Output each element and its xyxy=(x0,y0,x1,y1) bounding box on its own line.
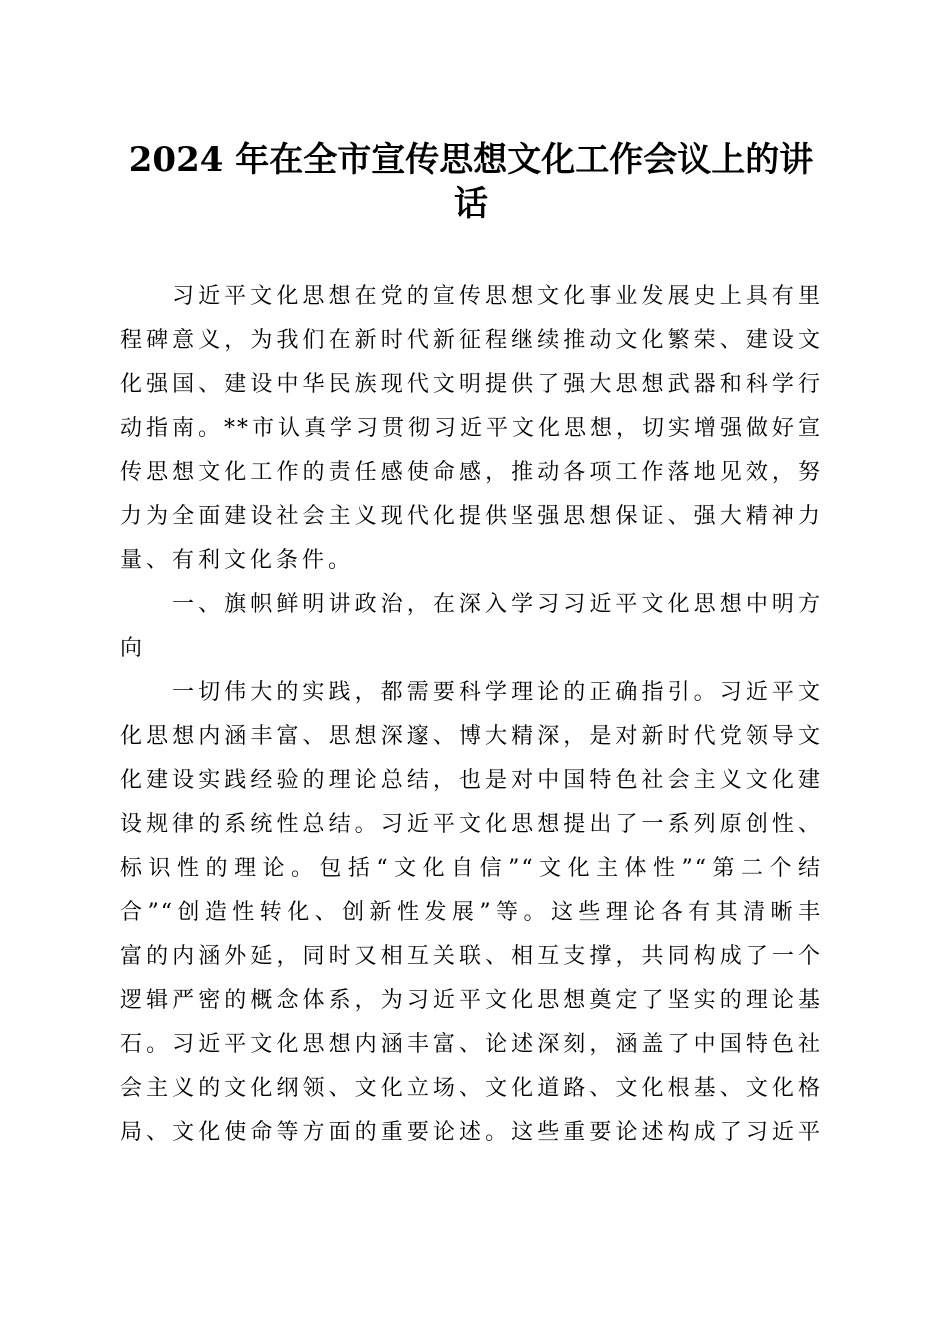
heading-line: 一、旗帜鲜明讲政治，在深入学习习近平文化思想中明方 xyxy=(172,592,822,617)
text-line: 一切伟大的实践，都需要科学理论的正确指引。习近平文 xyxy=(172,680,822,705)
text-line: 习近平文化思想在党的宣传思想文化事业发展史上具有里 xyxy=(172,284,822,309)
paragraph-section-1 xyxy=(120,671,822,1155)
text-line: 量、有利文化条件。 xyxy=(120,548,355,573)
title-line: 2024 年在全市宣传思想文化工作会议上的讲 xyxy=(128,140,814,180)
text-line: 化强国、建设中华民族现代文明提供了强大思想武器和科学行 xyxy=(120,372,822,397)
text-line: 化建设实践经验的理论总结，也是对中国特色社会主义文化建 xyxy=(120,768,822,793)
text-line: 石。习近平文化思想内涵丰富、论述深刻，涵盖了中国特色社 xyxy=(120,1032,822,1057)
text-line: 力为全面建设社会主义现代化提供坚强思想保证、强大精神力 xyxy=(120,504,822,529)
text-line: 程碑意义，为我们在新时代新征程继续推动文化繁荣、建设文 xyxy=(120,328,822,353)
text-line: 化思想内涵丰富、思想深邃、博大精深，是对新时代党领导文 xyxy=(120,724,822,749)
text-line: 合”“创造性转化、创新性发展”等。这些理论各有其清晰丰 xyxy=(120,900,822,925)
paragraph-intro xyxy=(120,275,822,583)
heading-line: 向 xyxy=(120,636,147,661)
text-line: 局、文化使命等方面的重要论述。这些重要论述构成了习近平 xyxy=(120,1120,822,1145)
title-line: 话 xyxy=(454,184,488,224)
text-line: 设规律的系统性总结。习近平文化思想提出了一系列原创性、 xyxy=(120,812,822,837)
text-line: 动指南。**市认真学习贯彻习近平文化思想，切实增强做好宣 xyxy=(120,416,822,441)
document-body xyxy=(120,275,822,1155)
section-heading-1 xyxy=(120,583,822,671)
text-line: 逻辑严密的概念体系，为习近平文化思想奠定了坚实的理论基 xyxy=(120,988,822,1013)
text-line: 富的内涵外延，同时又相互关联、相互支撑，共同构成了一个 xyxy=(120,944,822,969)
text-line: 标识性的理论。包括“文化自信”“文化主体性”“第二个结 xyxy=(120,856,822,881)
text-line: 会主义的文化纲领、文化立场、文化道路、文化根基、文化格 xyxy=(120,1076,822,1101)
document-title xyxy=(120,138,822,226)
text-line: 传思想文化工作的责任感使命感，推动各项工作落地见效，努 xyxy=(120,460,822,485)
